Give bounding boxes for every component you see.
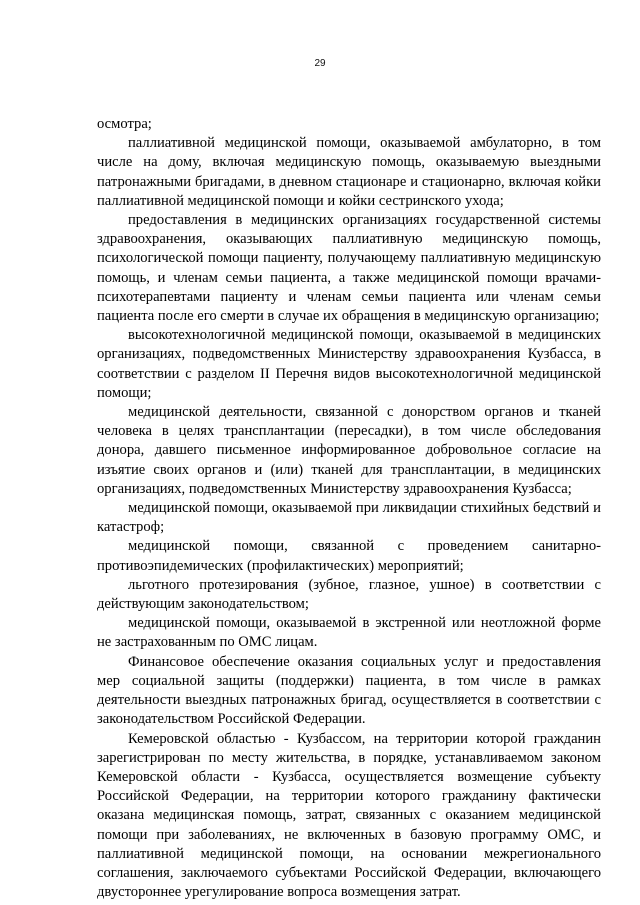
paragraph: паллиативной медицинской помощи, оказываемой амбулаторно, в том числе на дому, включая медицинскую помощь, оказываемую выездными патронажными бригадами, в дневном стационаре и стационарно, включая койки паллиативной медицинской помощи и койки сестринского ухода;: [97, 135, 601, 209]
paragraph: медицинской деятельности, связанной с донорством органов и тканей человека в целях трансплантации (пересадки), в том числе обследования донора, давшего письменное информированное добровольное согласие на изъятие своих органов и (или) тканей для трансплантации, в медицинских организациях, подведомственных Министерству здравоохранения Кузбасса;: [97, 404, 601, 497]
page-number: 29: [314, 58, 326, 69]
paragraph: предоставления в медицинских организациях государственной системы здравоохранения, оказывающих паллиативную медицинскую помощь, психологической помощи пациенту, получающему паллиативную медицинскую помощь, и членам семьи пациента, а также медицинской помощи врачами-психотерапевтами пациенту и членам семьи пациента или членам семьи пациента после его смерти в случае их обращения в медицинскую организацию;: [97, 212, 601, 325]
paragraph: медицинской помощи, связанной с проведением санитарно-противоэпидемических (профилактических) мероприятий;: [97, 538, 601, 574]
paragraph: медицинской помощи, оказываемой при ликвидации стихийных бедствий и катастроф;: [97, 500, 601, 536]
document-body: [97, 115, 601, 902]
paragraph: медицинской помощи, оказываемой в экстренной или неотложной форме не застрахованным по ОМС лицам.: [97, 615, 601, 651]
paragraph: высокотехнологичной медицинской помощи, оказываемой в медицинских организациях, подведомственных Министерству здравоохранения Кузбасса, в соответствии с разделом II Перечня видов высокотехнологичной медицинской помощи;: [97, 327, 601, 401]
paragraph: Кемеровской областью - Кузбассом, на территории которой гражданин зарегистрирован по месту жительства, в порядке, устанавливаемом законом Кемеровской области - Кузбасса, осуществляется возмещение субъекту Российской Федерации, на территории которого гражданину фактически оказана медицинская помощь, затрат, связанных с оказанием медицинской помощи при заболеваниях, не включенных в базовую программу ОМС, и паллиативной медицинской помощи, на основании межрегионального соглашения, заключаемого субъектами Российской Федерации, включающего двустороннее урегулирование вопроса возмещения затрат.: [97, 730, 601, 901]
paragraph: Финансовое обеспечение оказания социальных услуг и предоставления мер социальной защиты (поддержки) пациента, в том числе в рамках деятельности выездных патронажных бригад, осуществляется в соответствии с законодательством Российской Федерации.: [97, 653, 601, 728]
paragraph: льготного протезирования (зубное, глазное, ушное) в соответствии с действующим законодательством;: [97, 576, 601, 613]
paragraph: осмотра;: [97, 116, 152, 132]
